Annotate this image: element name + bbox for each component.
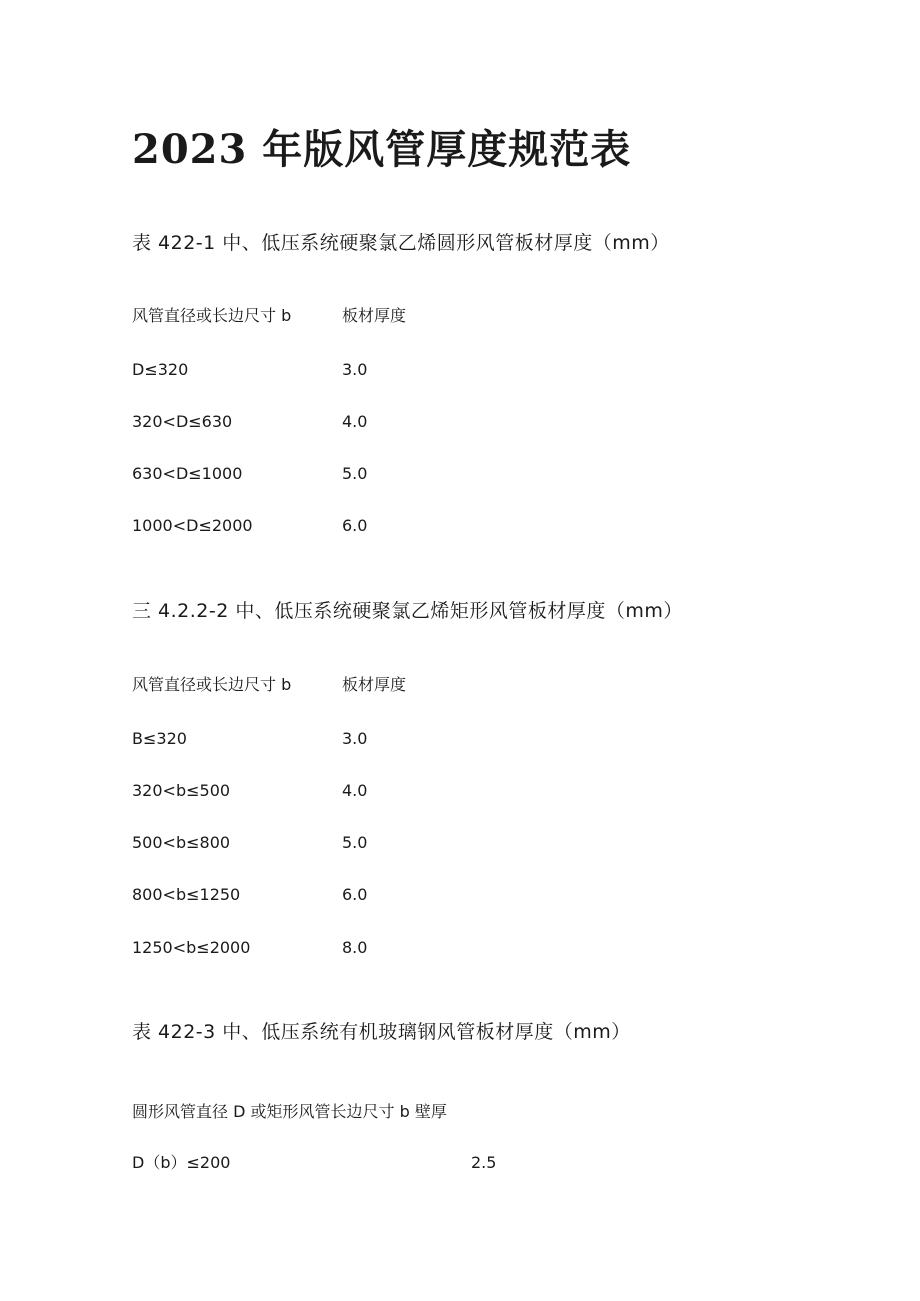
- cell-thickness: 5.0: [342, 833, 368, 852]
- cell-thickness: 6.0: [342, 885, 368, 904]
- column-header-size-and-thickness: 圆形风管直径 D 或矩形风管长边尺寸 b 壁厚: [132, 1102, 447, 1121]
- cell-thickness: 6.0: [342, 516, 368, 535]
- cell-thickness: 5.0: [342, 464, 368, 483]
- cell-thickness: 2.5: [471, 1153, 497, 1172]
- table-1-heading: 表 422-1 中、低压系统硬聚氯乙烯圆形风管板材厚度（mm）: [132, 232, 670, 254]
- cell-size: 1000<D≤2000: [132, 516, 253, 535]
- cell-thickness: 3.0: [342, 360, 368, 379]
- cell-size: B≤320: [132, 729, 187, 748]
- table-3-heading: 表 422-3 中、低压系统有机玻璃钢风管板材厚度（mm）: [132, 1021, 631, 1043]
- column-header-size: 风管直径或长边尺寸 b: [132, 306, 292, 325]
- column-header-thickness: 板材厚度: [342, 675, 407, 694]
- cell-thickness: 4.0: [342, 412, 368, 431]
- document-title: 2023 年版风管厚度规范表: [132, 126, 632, 173]
- cell-thickness: 3.0: [342, 729, 368, 748]
- table-2-heading: 三 4.2.2-2 中、低压系统硬聚氯乙烯矩形风管板材厚度（mm）: [132, 600, 683, 622]
- cell-size: 320<D≤630: [132, 412, 233, 431]
- column-header-thickness: 板材厚度: [342, 306, 407, 325]
- cell-size: 500<b≤800: [132, 833, 231, 852]
- cell-size: D（b）≤200: [132, 1153, 231, 1172]
- cell-thickness: 4.0: [342, 781, 368, 800]
- column-header-size: 风管直径或长边尺寸 b: [132, 675, 292, 694]
- cell-size: D≤320: [132, 360, 189, 379]
- cell-size: 630<D≤1000: [132, 464, 243, 483]
- cell-size: 1250<b≤2000: [132, 938, 251, 957]
- cell-size: 800<b≤1250: [132, 885, 241, 904]
- cell-thickness: 8.0: [342, 938, 368, 957]
- cell-size: 320<b≤500: [132, 781, 231, 800]
